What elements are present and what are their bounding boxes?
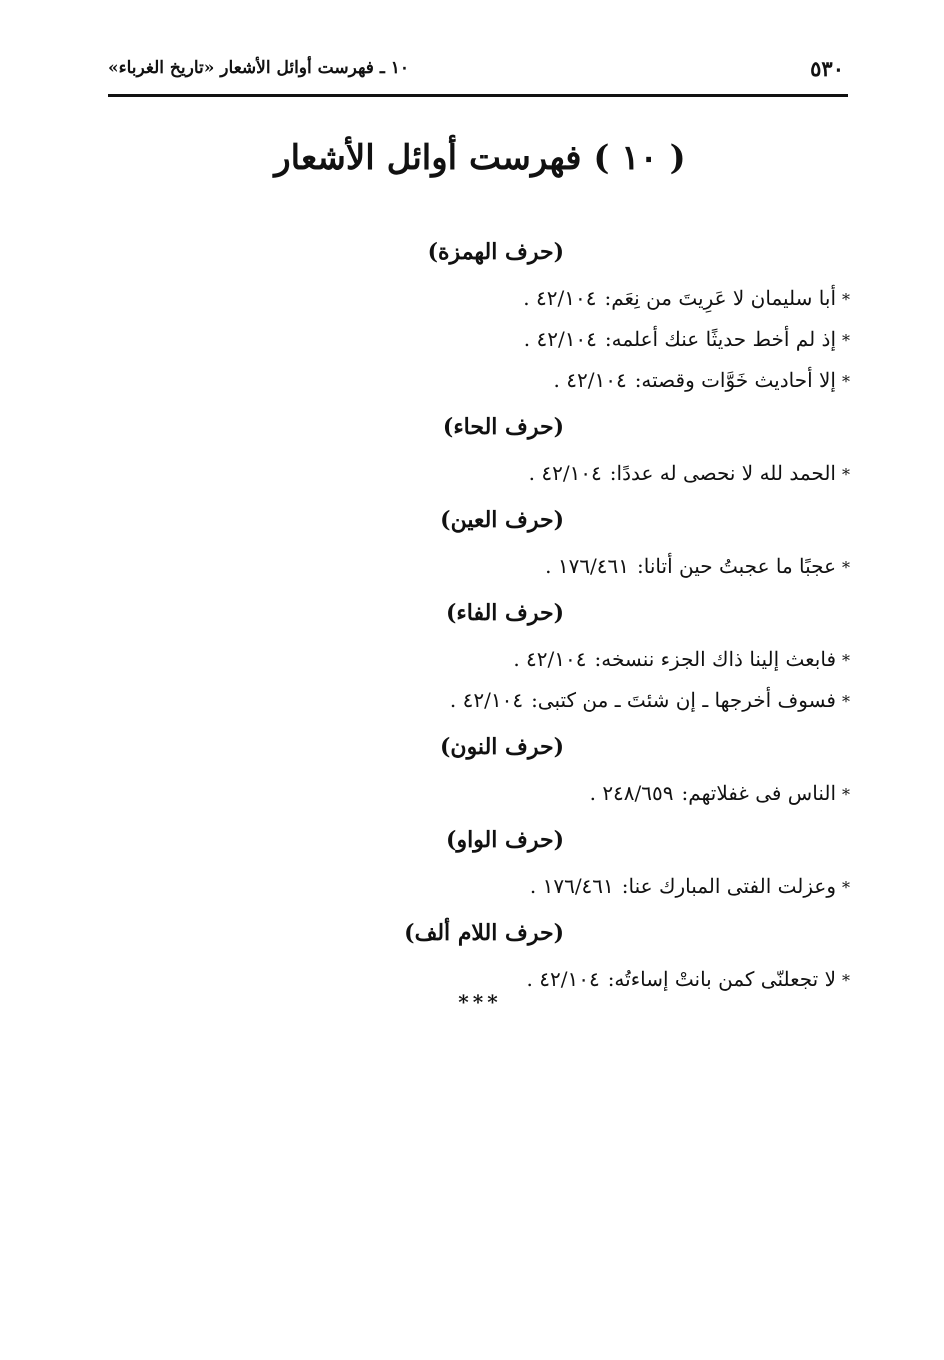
bullet-star: * [842,878,850,897]
page-number: ٥٣٠ [810,56,844,81]
page-reference: ٤٢/١٠٤ . [523,286,597,310]
page-reference: ٤٢/١٠٤ . [523,327,597,351]
bullet-star: * [842,558,850,577]
bullet-star: * [842,651,850,670]
verse-entry [120,680,856,721]
verse-text: إذ لم أخط حديثًا عنك أعلمه: [604,327,836,351]
verse-entry [120,866,856,907]
header-rule [108,94,848,97]
bullet-star: * [842,971,850,990]
bullet-star: * [842,692,850,711]
verse-text: وعزلت الفتى المبارك عنا: [621,874,836,898]
page-reference: ٤٢/١٠٤ . [526,967,600,991]
section-heading: (حرف العين) [440,507,564,533]
section-heading: (حرف الواو) [446,827,564,853]
verse-entry [120,639,856,680]
verse-entry [120,546,856,587]
section-heading: (حرف الهمزة) [427,239,564,265]
bullet-star: * [842,372,850,391]
verse-entry [120,319,856,360]
verse-entry [120,278,856,319]
section-heading: (حرف الحاء) [442,414,564,440]
verse-entry [120,773,856,814]
index-section [120,401,856,494]
verse-text: الحمد لله لا نحصى له عددًا: [609,461,836,485]
bullet-star: * [842,465,850,484]
verse-text: إلا أحاديث خَوَّات وقصته: [634,368,836,392]
verse-index [120,226,856,1000]
section-heading: (حرف اللام ألف) [404,920,564,946]
page-reference: ٤٢/١٠٤ . [528,461,602,485]
bullet-star: * [842,785,850,804]
index-section [120,721,856,814]
page-reference: ٤٢/١٠٤ . [553,368,627,392]
verse-text: عجبًا ما عجبتُ حين أتانا: [637,554,836,578]
page-reference: ٤٢/١٠٤ . [513,647,587,671]
bullet-star: * [842,290,850,309]
verse-text: فابعث إلينا ذاك الجزء ننسخه: [594,647,836,671]
running-header [108,56,848,90]
page-reference: ١٧٦/٤٦١ . [545,554,630,578]
bullet-star: * [842,331,850,350]
index-section [120,226,856,401]
verse-entry [120,453,856,494]
verse-text: الناس فى غفلاتهم: [681,781,836,805]
index-section [120,587,856,721]
verse-entry [120,360,856,401]
section-heading: (حرف النون) [440,734,564,760]
running-title: ١٠ ـ فهرست أوائل الأشعار «تاريخ الغرباء» [108,58,410,78]
verse-text: لا تجعلنّى كمن بانتْ إساءتُه: [607,967,836,991]
verse-text: أبا سليمان لا عَرِيتَ من نِعَم: [604,286,836,310]
index-section [120,814,856,907]
end-mark: *** [458,990,502,1014]
page-title: ( ١٠ ) فهرست أوائل الأشعار [274,138,686,178]
verse-text: فسوف أخرجها ـ إن شئتَ ـ من كتبى: [531,688,836,712]
page-reference: ١٧٦/٤٦١ . [529,874,614,898]
page-reference: ٢٤٨/٦٥٩ . [589,781,674,805]
page-reference: ٤٢/١٠٤ . [449,688,524,712]
section-heading: (حرف الفاء) [445,600,564,626]
index-section [120,907,856,1000]
index-section [120,494,856,587]
